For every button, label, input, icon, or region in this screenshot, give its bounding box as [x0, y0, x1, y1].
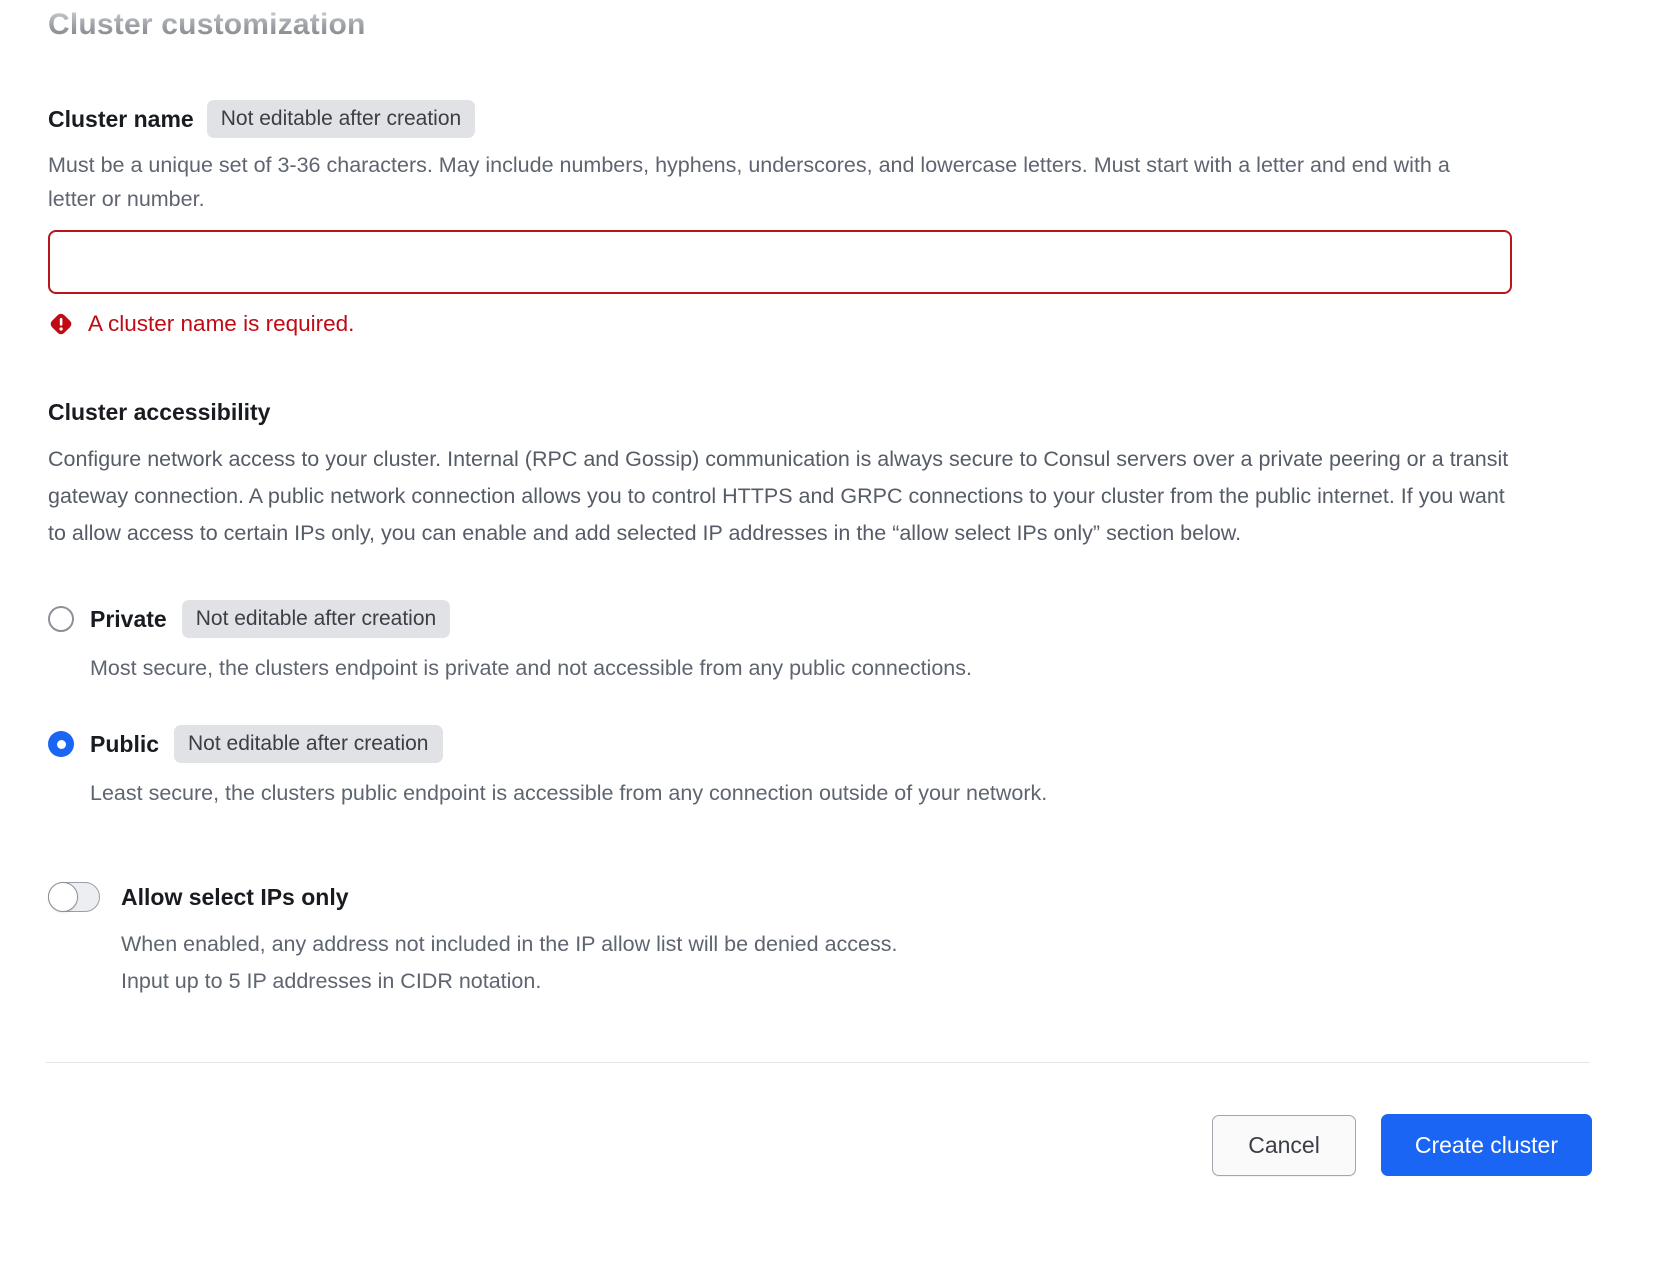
cluster-name-help: Must be a unique set of 3-36 characters. May include numbers, hyphens, underscores, and lowercase letters. Must start with a letter and end with a letter or number.: [48, 153, 1450, 211]
toggle-knob: [48, 882, 78, 912]
radio-private-help: Most secure, the clusters endpoint is private and not accessible from any public connections.: [90, 656, 972, 680]
radio-public-badge: Not editable after creation: [174, 725, 442, 763]
cluster-name-input[interactable]: [48, 230, 1512, 294]
allow-ips-help: [121, 926, 1592, 1000]
allow-ips-help-line1: When enabled, any address not included in the IP allow list will be denied access.: [121, 932, 898, 956]
footer-divider: [46, 1062, 1590, 1063]
radio-private-badge: Not editable after creation: [182, 600, 450, 638]
cluster-accessibility-heading: Cluster accessibility: [48, 399, 271, 425]
cancel-button[interactable]: Cancel: [1212, 1115, 1356, 1176]
radio-public-help: Least secure, the clusters public endpoint is accessible from any connection outside of your network.: [90, 781, 1048, 805]
cluster-name-label: Cluster name: [48, 105, 194, 132]
create-cluster-button[interactable]: Create cluster: [1381, 1114, 1592, 1176]
radio-option-private[interactable]: [48, 600, 1592, 638]
radio-private[interactable]: [48, 606, 74, 632]
alert-diamond-icon: [48, 311, 74, 337]
cluster-name-error-text: A cluster name is required.: [88, 311, 355, 336]
radio-private-label: Private: [90, 605, 167, 632]
radio-public[interactable]: [48, 731, 74, 757]
footer-actions: [48, 1114, 1592, 1176]
radio-public-label: Public: [90, 730, 160, 757]
allow-ips-toggle-row: [48, 882, 1592, 912]
allow-ips-help-line2: Input up to 5 IP addresses in CIDR notation.: [121, 969, 542, 993]
allow-ips-toggle[interactable]: [48, 882, 100, 912]
page-title: Cluster customization: [48, 8, 1592, 42]
cluster-accessibility-description: Configure network access to your cluster. Internal (RPC and Gossip) communication is always secure to Consul servers over a private peering or a transit gateway connection. A public network connection allows you to control HTTPS and GRPC connections to your cluster from the public internet. If you want to allow access to certain IPs only, you can enable and add selected IP addresses in the “allow select IPs only” section below.: [48, 447, 1509, 545]
cluster-name-label-row: [48, 100, 1592, 138]
cluster-name-badge: Not editable after creation: [207, 100, 475, 138]
allow-ips-label: Allow select IPs only: [121, 883, 349, 910]
radio-option-public[interactable]: [48, 725, 1592, 763]
cluster-name-error-row: [48, 311, 1592, 337]
